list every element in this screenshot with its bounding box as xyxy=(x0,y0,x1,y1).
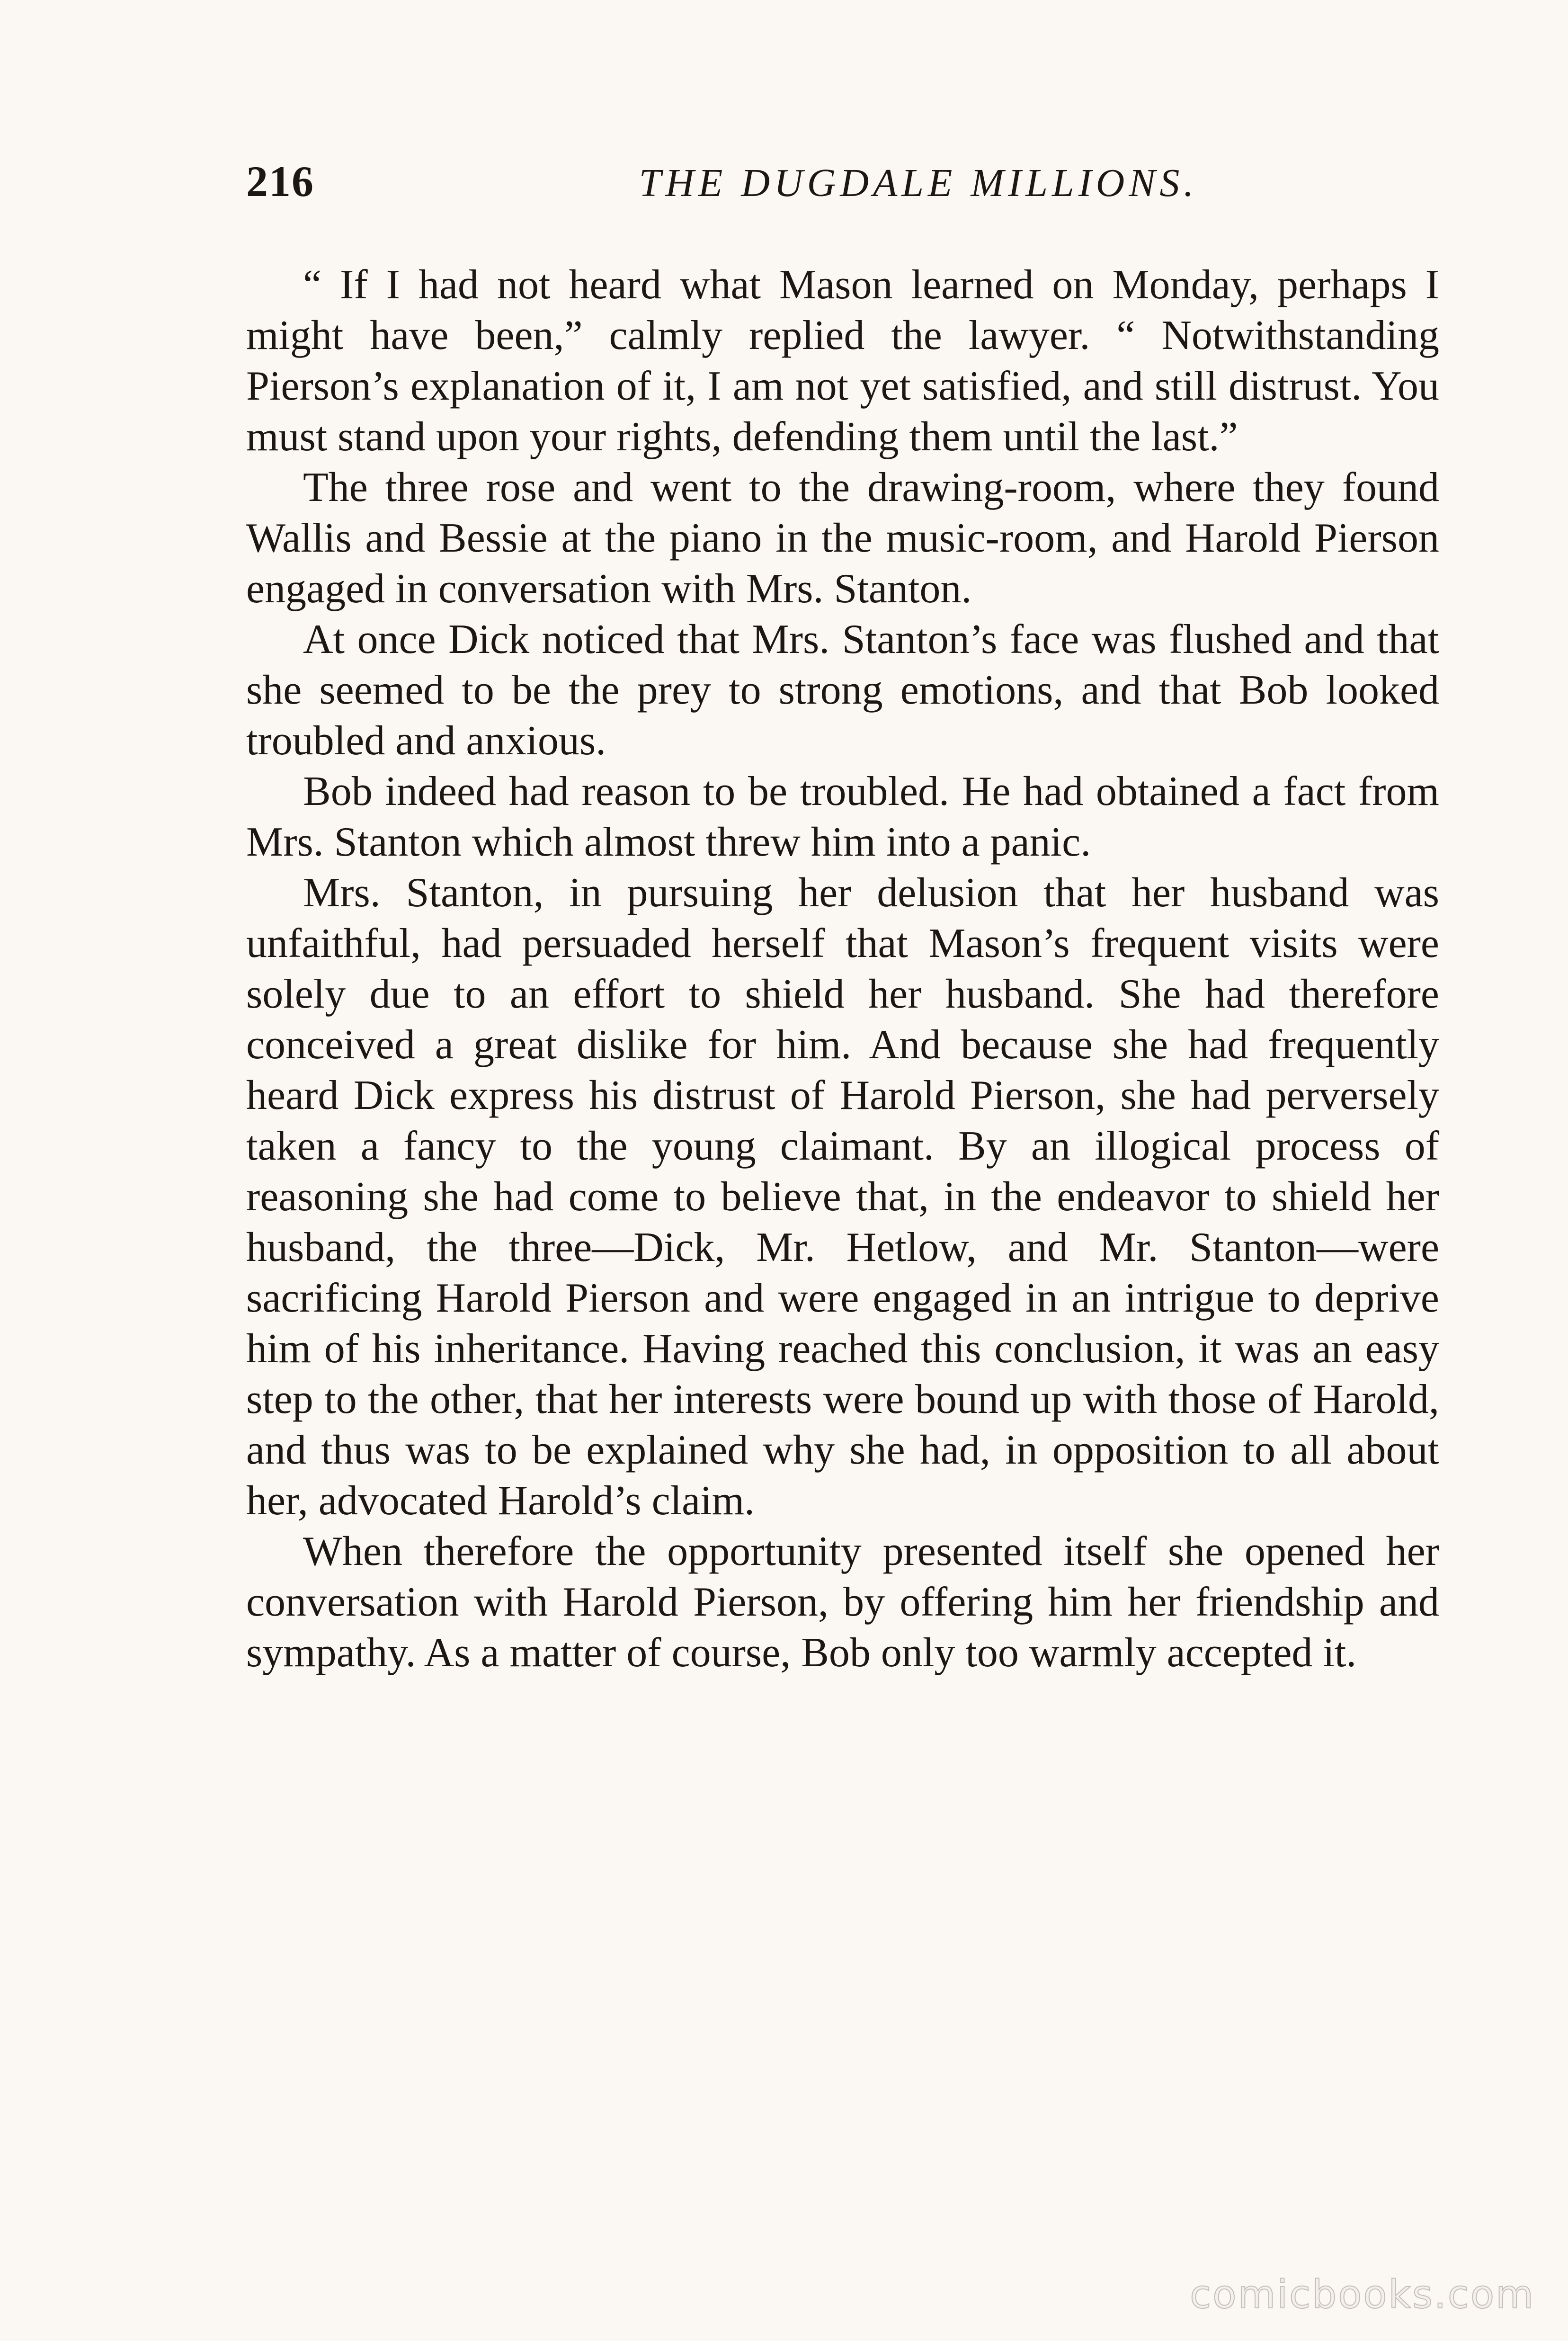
body-text xyxy=(246,259,1439,1678)
paragraph: When therefore the opportunity presented itself she opened her conversation with Harold Pierson, by offering him her friendship and sympathy. As a matter of course, Bob only too warmly accepted it. xyxy=(246,1528,1439,1676)
watermark: comicbooks.com xyxy=(1190,2272,1535,2317)
paragraph: “ If I had not heard what Mason learned on Monday, perhaps I might have been,” calmly replied the lawyer. “ Notwithstanding Pierson’s explanation of it, I am not yet satisfied, and still distrust. You must stand upon your rights, defending them until the last.” xyxy=(246,262,1439,460)
running-head xyxy=(246,156,1449,218)
book-title: THE DUGDALE MILLIONS. xyxy=(639,161,1198,205)
paragraph: At once Dick noticed that Mrs. Stanton’s face was flushed and that she seemed to be the prey to strong emotions, and that Bob looked troubled and anxious. xyxy=(246,617,1439,764)
paragraph: Mrs. Stanton, in pursuing her delusion that her husband was unfaithful, had persuaded herself that Mason’s frequent visits were solely due to an effort to shield her husband. She had therefore conceived a great dislike for him. And because she had frequently heard Dick express his distrust of Harold Pierson, she had perversely taken a fancy to the young claimant. By an illogical process of reasoning she had come to believe that, in the endeavor to shield her husband, the three—Dick, Mr. Hetlow, and Mr. Stanton—were sacrificing Harold Pierson and were engaged in an intrigue to deprive him of his inheritance. Having reached this conclusion, it was an easy step to the other, that her interests were bound up with those of Harold, and thus was to be explained why she had, in opposition to all about her, advocated Harold’s claim. xyxy=(246,870,1439,1524)
paragraph: The three rose and went to the drawing-room, where they found Wallis and Bessie at the piano in the music-room, and Harold Pierson engaged in conversation with Mrs. Stanton. xyxy=(246,465,1439,612)
paragraph: Bob indeed had reason to be troubled. He had obtained a fact from Mrs. Stanton which almost threw him into a panic. xyxy=(246,768,1439,865)
page-number: 216 xyxy=(246,157,314,206)
